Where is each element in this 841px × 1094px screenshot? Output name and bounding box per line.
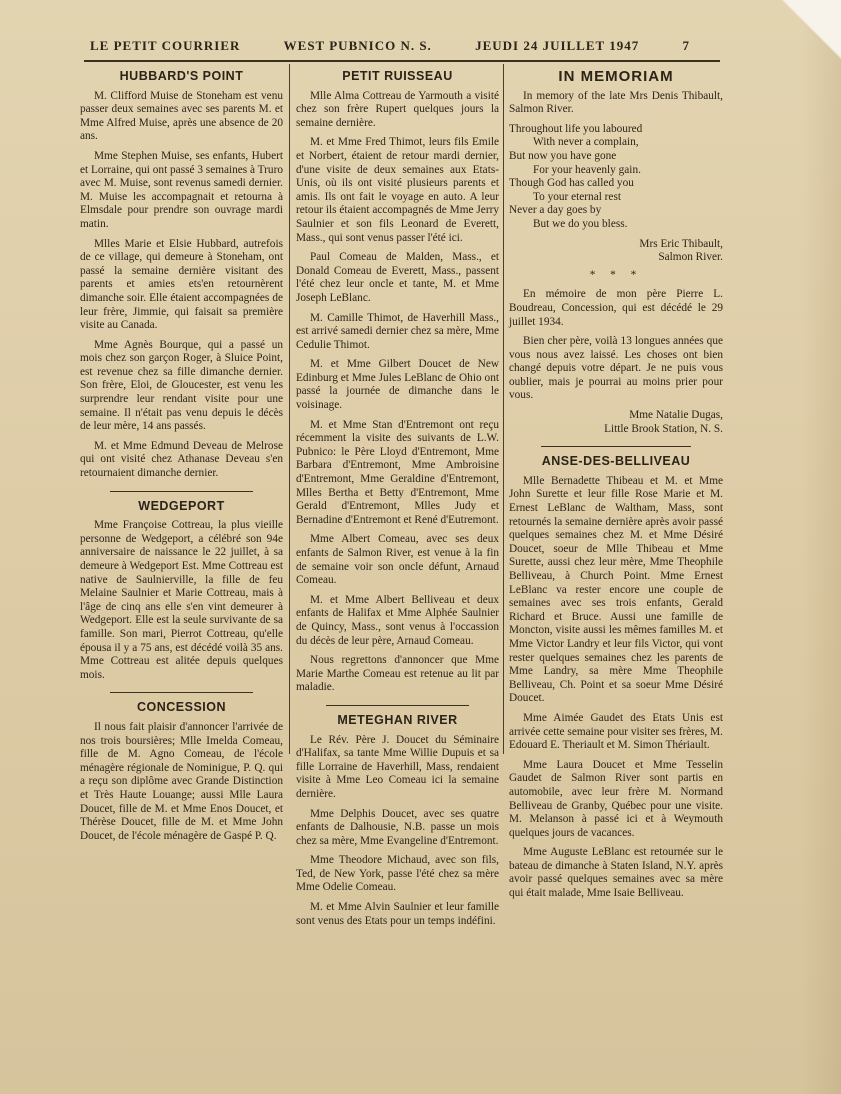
section-heading: ANSE-DES-BELLIVEAU [541, 454, 691, 469]
section-heading: IN MEMORIAM [558, 68, 674, 85]
article-paragraph: M. et Mme Edmund Deveau de Melrose qui ont visité chez Athanase Deveau s'en retournaient dimanche dernier. [80, 439, 283, 480]
article-paragraph: Nous regrettons d'annoncer que Mme Marie Marthe Comeau est retenue au lit par maladie. [296, 654, 499, 694]
signature [509, 238, 723, 265]
signature-place: Salmon River. [658, 251, 723, 264]
section-divider [110, 491, 252, 492]
column-rule [289, 64, 290, 754]
article-paragraph: M. Clifford Muise de Stoneham est venu passer deux semaines avec ses parents M. et Mme Alfred Muise, après une absence de 20 ans. [80, 89, 283, 143]
article-paragraph: Mme Albert Comeau, avec ses deux enfants de Salmon River, est venue à la fin de semaine voir son oncle défunt, Arnaud Comeau. [296, 533, 499, 587]
article-paragraph: Mlle Alma Cottreau de Yarmouth a visité chez son frère Rupert quelques jours la semaine dernière. [296, 89, 499, 129]
article-paragraph: Mme Auguste LeBlanc est retournée sur le bateau de dimanche à Staten Island, N.Y. après avoir passé quelques semaines avec sa mère qui était malade, Mme Isaie Belliveau. [509, 846, 723, 900]
signature [509, 409, 723, 436]
poem-line: Though God has called you [509, 177, 634, 190]
poem-line: For your heavenly gain. [533, 163, 641, 176]
article-paragraph: Mlle Bernadette Thibeau et M. et Mme John Surette et leur fille Rose Marie et M. Ernest LeBlanc de Waltham, Mass, sont retournés la semaine dernière après avoir passé quelques semaines chez M. et Mme Désiré Doucet, soeur de Mlle Thibeau et Mme Surette, aussi chez leur mère, Mme Theophile Belliveau, à Church Point. Mme Ernest LeBlanc va rester encore une couple de semaines avec ses trois enfants, Gerald Richard et Bruce. Aussi une famille de Moncton, visite aussi les mêmes familles M. et Mme Victor Landry et leur fils Victor, qui vont rester quelques semaines chez les parents de Mme Landry, sa mère Mme Theophile Belliveau, Ch. Point et sa soeur Mme Désiré Doucet. [509, 474, 723, 705]
memorial-poem [509, 123, 723, 232]
article-paragraph: M. Camille Thimot, de Haverhill Mass., est arrivé samedi dernier chez sa mère, Mme Cedulie Thimot. [296, 311, 499, 351]
poem-line: Throughout life you laboured [509, 122, 643, 135]
column-1 [80, 68, 283, 849]
column-3 [509, 68, 723, 907]
section-divider [541, 446, 691, 447]
article-paragraph: Le Rév. Père J. Doucet du Séminaire d'Halifax, sa tante Mme Willie Dupuis et sa fille Lorraine de Haverhill, Mass, rendaient visite à Mme Leo Comeau ici la semaine dernière. [296, 733, 499, 800]
article-paragraph: Mme Delphis Doucet, avec ses quatre enfants de Dalhousie, N.B. passe un mois chez sa mère, Mme Evangeline d'Entremont. [296, 807, 499, 847]
edge-stain [801, 0, 841, 1094]
masthead-rule [84, 60, 720, 62]
section-heading: WEDGEPORT [138, 498, 225, 513]
article-paragraph: In memory of the late Mrs Denis Thibault, Salmon River. [509, 89, 723, 116]
article-paragraph: Mme Theodore Michaud, avec son fils, Ted, de New York, passe l'été chez sa mère Mme Odelie Comeau. [296, 854, 499, 894]
poem-line: But we do you bless. [533, 217, 628, 230]
page-number: 7 [682, 38, 690, 53]
article-paragraph: Mlles Marie et Elsie Hubbard, autrefois de ce village, qui demeure à Stoneham, ont passé la semaine dernière visitant des parents et amies ets'en retournèrent dimanche soir. Elle étaient accompagnées de leur frère, Jimmie, qui faisait sa première visite au Canada. [80, 237, 283, 332]
issue-date: JEUDI 24 JUILLET 1947 [475, 38, 640, 53]
article-paragraph: M. et Mme Gilbert Doucet de New Edinburg et Mme Jules LeBlanc de Ohio ont passé la journée de dimanche dans le voisinage. [296, 358, 499, 412]
article-paragraph: En mémoire de mon père Pierre L. Boudreau, Concession, qui est décédé le 29 juillet 1934. [509, 288, 723, 328]
article-paragraph: Mme Françoise Cottreau, la plus vieille personne de Wedgeport, a célébré son 94e anniversaire de naissance le 22 juillet, à sa demeure à Wedgeport Est. Mme Cottreau est native de Saulnierville, la fille de feu Melaine Saulnier et Marie Cottreau, mais à l'âge de cinq ans elle s'en vint demeurer à Wedgeport. Elle est la seule survivante de sa famille. Son mari, Pierrot Cottreau, qu'elle épousa il y a 75 ans, est décédé voilà 35 ans. Mme Cottreau est alitée depuis quelques mois. [80, 519, 283, 681]
torn-corner [761, 0, 841, 70]
section-heading: HUBBARD'S POINT [119, 69, 244, 83]
poem-line: To your eternal rest [533, 190, 621, 203]
poem-line: Never a day goes by [509, 204, 602, 217]
article-paragraph: Mme Agnès Bourque, qui a passé un mois chez son garçon Roger, à Sluice Point, est revenue chez sa fille dimanche dernier. Son frère, Eloi, de Gloucester, est venu les surprendre leur rendant visite pour une semaine. Il n'était pas venu depuis le décès de leur mère, 14 ans passés. [80, 338, 283, 433]
article-paragraph: M. et Mme Alvin Saulnier et leur famille sont venus des Etats pour un temps indéfini. [296, 901, 499, 927]
article-paragraph: Mme Laura Doucet et Mme Tesselin Gaudet de Salmon River sont partis en automobile, avec leur frère M. Normand Belliveau de Granby, Québec pour une visite. M. Melanson à passé ici et à Weymouth quelques jours de vacances. [509, 758, 723, 839]
article-paragraph: M. et Mme Albert Belliveau et deux enfants de Halifax et Mme Alphée Saulnier de Quincy, Mass., sont venus à l'occassion du décès de leur père, Arnaud Comeau. [296, 593, 499, 647]
article-paragraph: Il nous fait plaisir d'annoncer l'arrivée de nos trois boursières; Mlle Imelda Comeau, fille de M. Agno Comeau, de l'école ménagère régionale de Nominigue, P. Q. qui a reçu son diplôme avec Grande Distinction et Très Haute Louange; aussi Mlle Laura Doucet, fille de M. et Mme Enos Doucet, et Thérèse Doucet, fille de M. et Mme John Doucet, de l'école ménagère de Gaspé P. Q. [80, 720, 283, 842]
place-line: WEST PUBNICO N. S. [283, 38, 432, 53]
signature-name: Mme Natalie Dugas, [629, 409, 723, 422]
article-paragraph: Mme Stephen Muise, ses enfants, Hubert et Lorraine, qui ont passé 3 semaines à Truro avec M. Muise, sont revenus samedi dernier. M. Muise les accompagnait et retourna à Elmsdale pour prendre son ouvrage mardi matin. [80, 149, 283, 230]
signature-place: Little Brook Station, N. S. [604, 422, 723, 435]
poem-line: But now you have gone [509, 149, 617, 162]
article-paragraph: Mme Aimée Gaudet des Etats Unis est arrivée cette semaine pour visiter ses frères, M. Edouard E. Theriault et M. Simon Thériault. [509, 711, 723, 752]
masthead [90, 38, 690, 60]
section-heading: METEGHAN RIVER [337, 712, 458, 727]
column-2 [296, 68, 499, 934]
paper-name: LE PETIT COURRIER [90, 38, 241, 53]
ornament-stars: * * * [589, 268, 643, 281]
article-paragraph: M. et Mme Fred Thimot, leurs fils Emile et Norbert, étaient de retour mardi dernier, d'une visite de deux semaines aux Etats-Unis, où ils ont visité plusieurs parents et amis. Ils ont fait le voyage en auto. A leur retour ils étaient accompagnés de Mme Jerry Saulnier et son fils Leonard de Everett, Mass., qui sont venus passer l'été ici. [296, 136, 499, 244]
article-paragraph: Paul Comeau de Malden, Mass., et Donald Comeau de Everett, Mass., passent l'été chez leur oncle et tante, M. et Mme Joseph LeBlanc. [296, 251, 499, 304]
section-heading: CONCESSION [136, 700, 227, 715]
section-divider [326, 705, 468, 706]
signature-name: Mrs Eric Thibault, [639, 237, 723, 250]
article-paragraph: Bien cher père, voilà 13 longues années que vous nous avez laissé. Les choses ont bien changé depuis votre départ. Je ne puis vous oublier, mais je pourrai au moins prier pour vous. [509, 335, 723, 402]
article-paragraph: M. et Mme Stan d'Entremont ont reçu récemment la visite des suivants de L.W. Pubnico: le Père Lloyd d'Entremont, Mme Barbara d'Entremont, Mme Ambroisine d'Entremont, Mme Geraldine d'Entremont, Mlles Bertha et Betty d'Entremont, Mme Gerald d'Entremont, Mlles Judy et Bernadine d'Entremont et René d'Eutremont. [296, 418, 499, 526]
column-rule [503, 64, 504, 754]
section-divider [110, 692, 252, 693]
poem-line: With never a complain, [533, 136, 639, 149]
section-heading: PETIT RUISSEAU [342, 69, 453, 83]
